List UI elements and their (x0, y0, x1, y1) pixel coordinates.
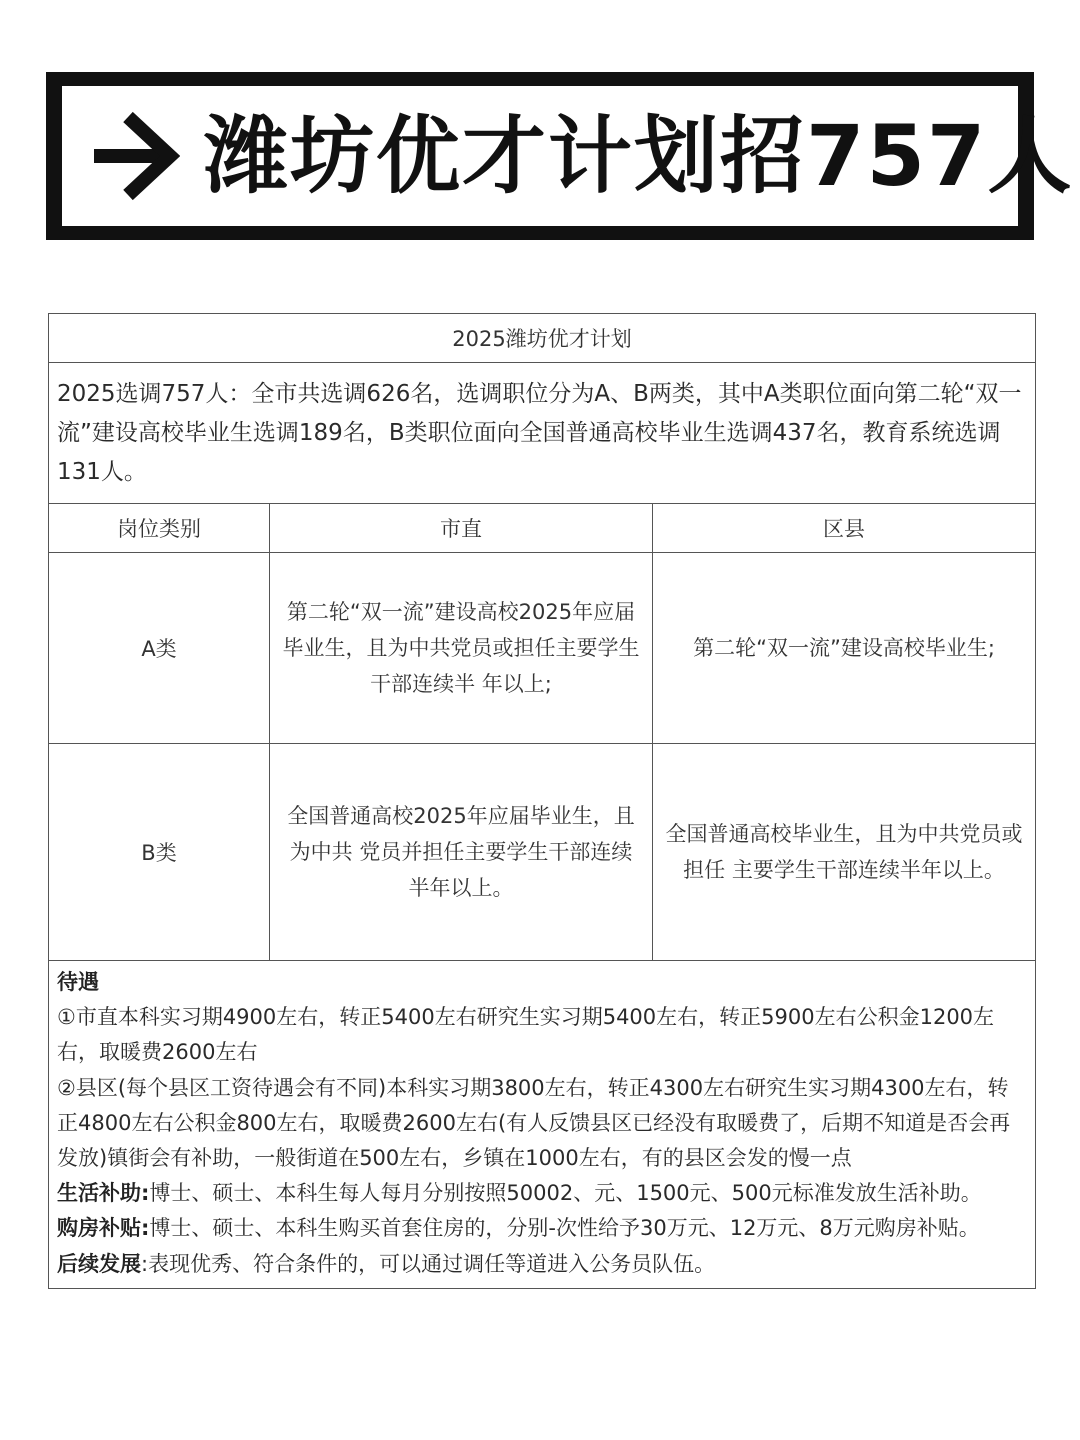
benefit-city: ①市直本科实习期4900左右，转正5400左右研究生实习期5400左右，转正5900左右公积金1200左右，取暖费2600左右 (57, 1005, 995, 1065)
table-title: 2025潍坊优才计划 (49, 314, 1036, 363)
plan-table (48, 313, 1036, 1289)
city-requirement-a: 第二轮“双一流”建设高校2025年应届毕业生，且为中共党员或担任主要学生干部连续半 年以上; (270, 553, 653, 744)
title-banner (46, 72, 1074, 240)
city-requirement-b: 全国普通高校2025年应届毕业生，且为中共 党员并担任主要学生干部连续半年以上。 (270, 744, 653, 961)
category-b: B类 (49, 744, 270, 961)
benefits-heading: 待遇 (57, 970, 99, 994)
page-title: 潍坊优才计划招757人 (204, 107, 1074, 205)
header-county: 区县 (653, 504, 1036, 553)
living-allowance (57, 1176, 1027, 1211)
housing-subsidy (57, 1211, 1027, 1246)
housing-subsidy-text: 博士、硕士、本科生购买首套住房的，分别-次性给予30万元、12万元、8万元购房补贴。 (149, 1216, 980, 1241)
table-row (49, 744, 1036, 961)
benefit-county: ②县区(每个县区工资待遇会有不同)本科实习期3800左右，转正4300左右研究生实习期4300左右，转正4800左右公积金800左右，取暖费2600左右(有人反馈县区已经没有取暖费了，后期不知道是否会再发放)镇街会有补助，一般街道在500左右，乡镇在1000左右，有的县区会发的慢一点 (57, 1075, 1011, 1171)
arrow-right-icon (90, 111, 180, 201)
title-banner-inner (62, 86, 1074, 226)
header-category: 岗位类别 (49, 504, 270, 553)
category-a: A类 (49, 553, 270, 744)
county-requirement-b: 全国普通高校毕业生，且为中共党员或担任 主要学生干部连续半年以上。 (653, 744, 1036, 961)
header-city: 市直 (270, 504, 653, 553)
county-requirement-a: 第二轮“双一流”建设高校毕业生; (653, 553, 1036, 744)
living-allowance-text: 博士、硕士、本科生每人每月分别按照50002、元、1500元、500元标准发放生活补助。 (149, 1181, 982, 1206)
table-row (49, 553, 1036, 744)
career-development-text: :表现优秀、符合条件的，可以通过调任等道进入公务员队伍。 (141, 1251, 716, 1276)
career-development-label: 后续发展 (57, 1251, 141, 1276)
housing-subsidy-label: 购房补贴: (57, 1216, 150, 1241)
benefits-section (49, 961, 1036, 1289)
living-allowance-label: 生活补助: (57, 1181, 150, 1206)
career-development (57, 1247, 1027, 1282)
summary-text: 2025选调757人：全市共选调626名，选调职位分为A、B两类，其中A类职位面向第二轮“双一流”建设高校毕业生选调189名，B类职位面向全国普通高校毕业生选调437名，教育系统选调131人。 (49, 363, 1036, 504)
